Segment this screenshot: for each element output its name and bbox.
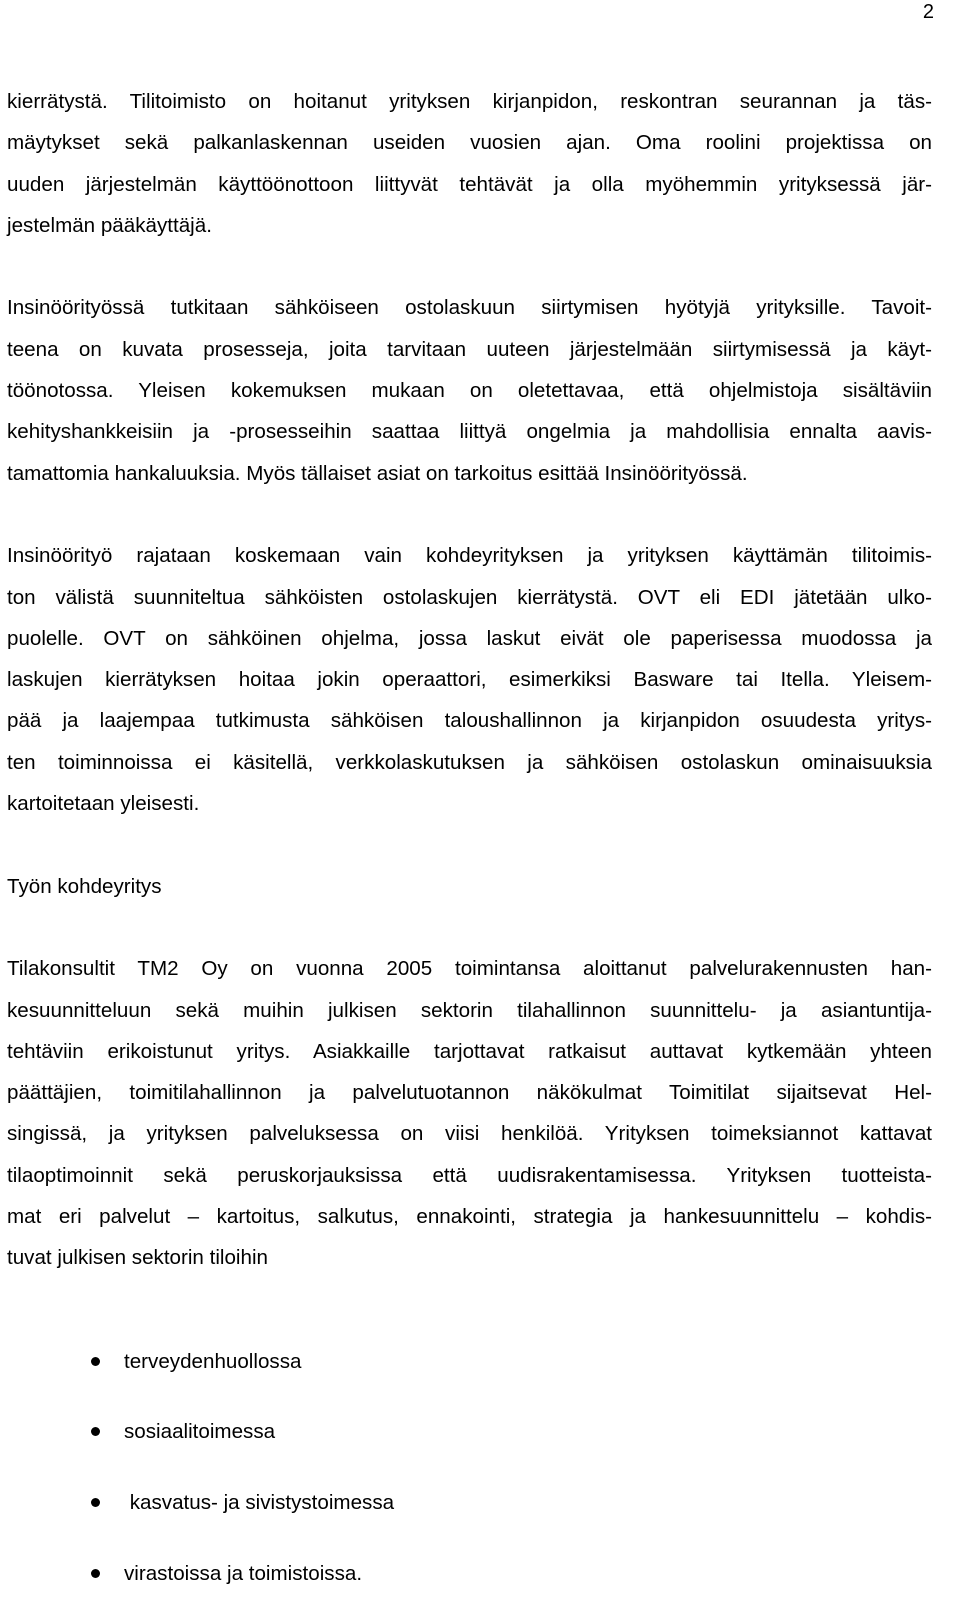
list-item-text: sosiaalitoimessa	[124, 1420, 276, 1444]
text-line: Tilakonsultit TM2 Oy on vuonna 2005 toimintansa aloittanut palvelurakennusten han-	[7, 957, 932, 981]
section-heading	[7, 866, 932, 907]
bullet-icon	[91, 1498, 100, 1507]
list-item	[7, 1468, 932, 1539]
list-item-text: kasvatus- ja sivistystoimessa	[124, 1490, 395, 1514]
text-line: singissä, ja yrityksen palveluksessa on viisi henkilöä. Yrityksen toimeksiannot kattavat	[7, 1122, 932, 1146]
text-line: pää ja laajempaa tutkimusta sähköisen taloushallinnon ja kirjanpidon osuudesta yritys-	[7, 709, 932, 733]
text-line: tilaoptimoinnit sekä peruskorjauksissa että uudisrakentamisessa. Yrityksen tuotteista-	[7, 1163, 932, 1187]
bullet-icon	[91, 1569, 100, 1578]
text-line: Insinöörityö rajataan koskemaan vain kohdeyrityksen ja yrityksen käyttämän tilitoimis-	[7, 544, 932, 568]
document-body	[7, 81, 932, 1609]
text-line: mäytykset sekä palkanlaskennan useiden vuosien ajan. Oma roolini projektissa on	[7, 131, 932, 155]
bullet-icon	[91, 1427, 100, 1436]
text-line: tehtäviin erikoistunut yritys. Asiakkaille tarjottavat ratkaisut auttavat kytkemään yhteen	[7, 1039, 932, 1063]
text-line: kesuunnitteluun sekä muihin julkisen sektorin tilahallinnon suunnittelu- ja asiantuntija-	[7, 998, 932, 1022]
bullet-list	[7, 1327, 932, 1610]
list-item-text: virastoissa ja toimistoissa.	[124, 1561, 363, 1585]
text-line: mat eri palvelut – kartoitus, salkutus, ennakointi, strategia ja hankesuunnittelu – kohdis-	[7, 1205, 932, 1229]
text-line: töönotossa. Yleisen kokemuksen mukaan on oletettavaa, että ohjelmistoja sisältäviin	[7, 379, 932, 403]
text-line: kartoitetaan yleisesti.	[7, 792, 200, 816]
paragraph-study-goal	[7, 287, 932, 493]
bullet-icon	[91, 1357, 100, 1366]
paragraph-intro	[7, 81, 932, 246]
text-line: laskujen kierrätyksen hoitaa jokin operaattori, esimerkiksi Basware tai Itella. Yleisem-	[7, 668, 932, 692]
text-line: ten toiminnoissa ei käsitellä, verkkolaskutuksen ja sähköisen ostolaskun ominaisuuksia	[7, 750, 932, 774]
text-line: ton välistä suunniteltua sähköisten ostolaskujen kierrätystä. OVT eli EDI jätetään ulko-	[7, 585, 932, 609]
text-line: Insinöörityössä tutkitaan sähköiseen ostolaskuun siirtymisen hyötyjä yrityksille. Tavoit-	[7, 296, 932, 320]
text-line: jestelmän pääkäyttäjä.	[7, 213, 212, 237]
paragraph-scope	[7, 535, 932, 824]
text-line: tamattomia hankaluuksia. Myös tällaiset asiat on tarkoitus esittää Insinöörityössä.	[7, 461, 748, 485]
list-item	[7, 1327, 932, 1398]
list-item	[7, 1539, 932, 1610]
text-line: uuden järjestelmän käyttöönottoon liittyvät tehtävät ja olla myöhemmin yrityksessä jär-	[7, 172, 932, 196]
text-line: teena on kuvata prosesseja, joita tarvitaan uuteen järjestelmään siirtymisessä ja käyt-	[7, 337, 932, 361]
list-item-text: terveydenhuollossa	[124, 1349, 302, 1373]
page-number: 2	[922, 1, 934, 23]
text-line: kierrätystä. Tilitoimisto on hoitanut yrityksen kirjanpidon, reskontran seurannan ja täs-	[7, 90, 932, 113]
text-line: päättäjien, toimitilahallinnon ja palvelutuotannon näkökulmat Toimitilat sijaitsevat Hel-	[7, 1081, 932, 1105]
list-item	[7, 1397, 932, 1468]
text-line: tuvat julkisen sektorin tiloihin	[7, 1246, 268, 1270]
paragraph-company	[7, 948, 932, 1278]
text-line: kehityshankkeisiin ja -prosesseihin saattaa liittyä ongelmia ja mahdollisia ennalta aavis-	[7, 420, 932, 444]
heading-text: Työn kohdeyritys	[7, 874, 162, 898]
text-line: puolelle. OVT on sähköinen ohjelma, jossa laskut eivät ole paperisessa muodossa ja	[7, 626, 932, 650]
